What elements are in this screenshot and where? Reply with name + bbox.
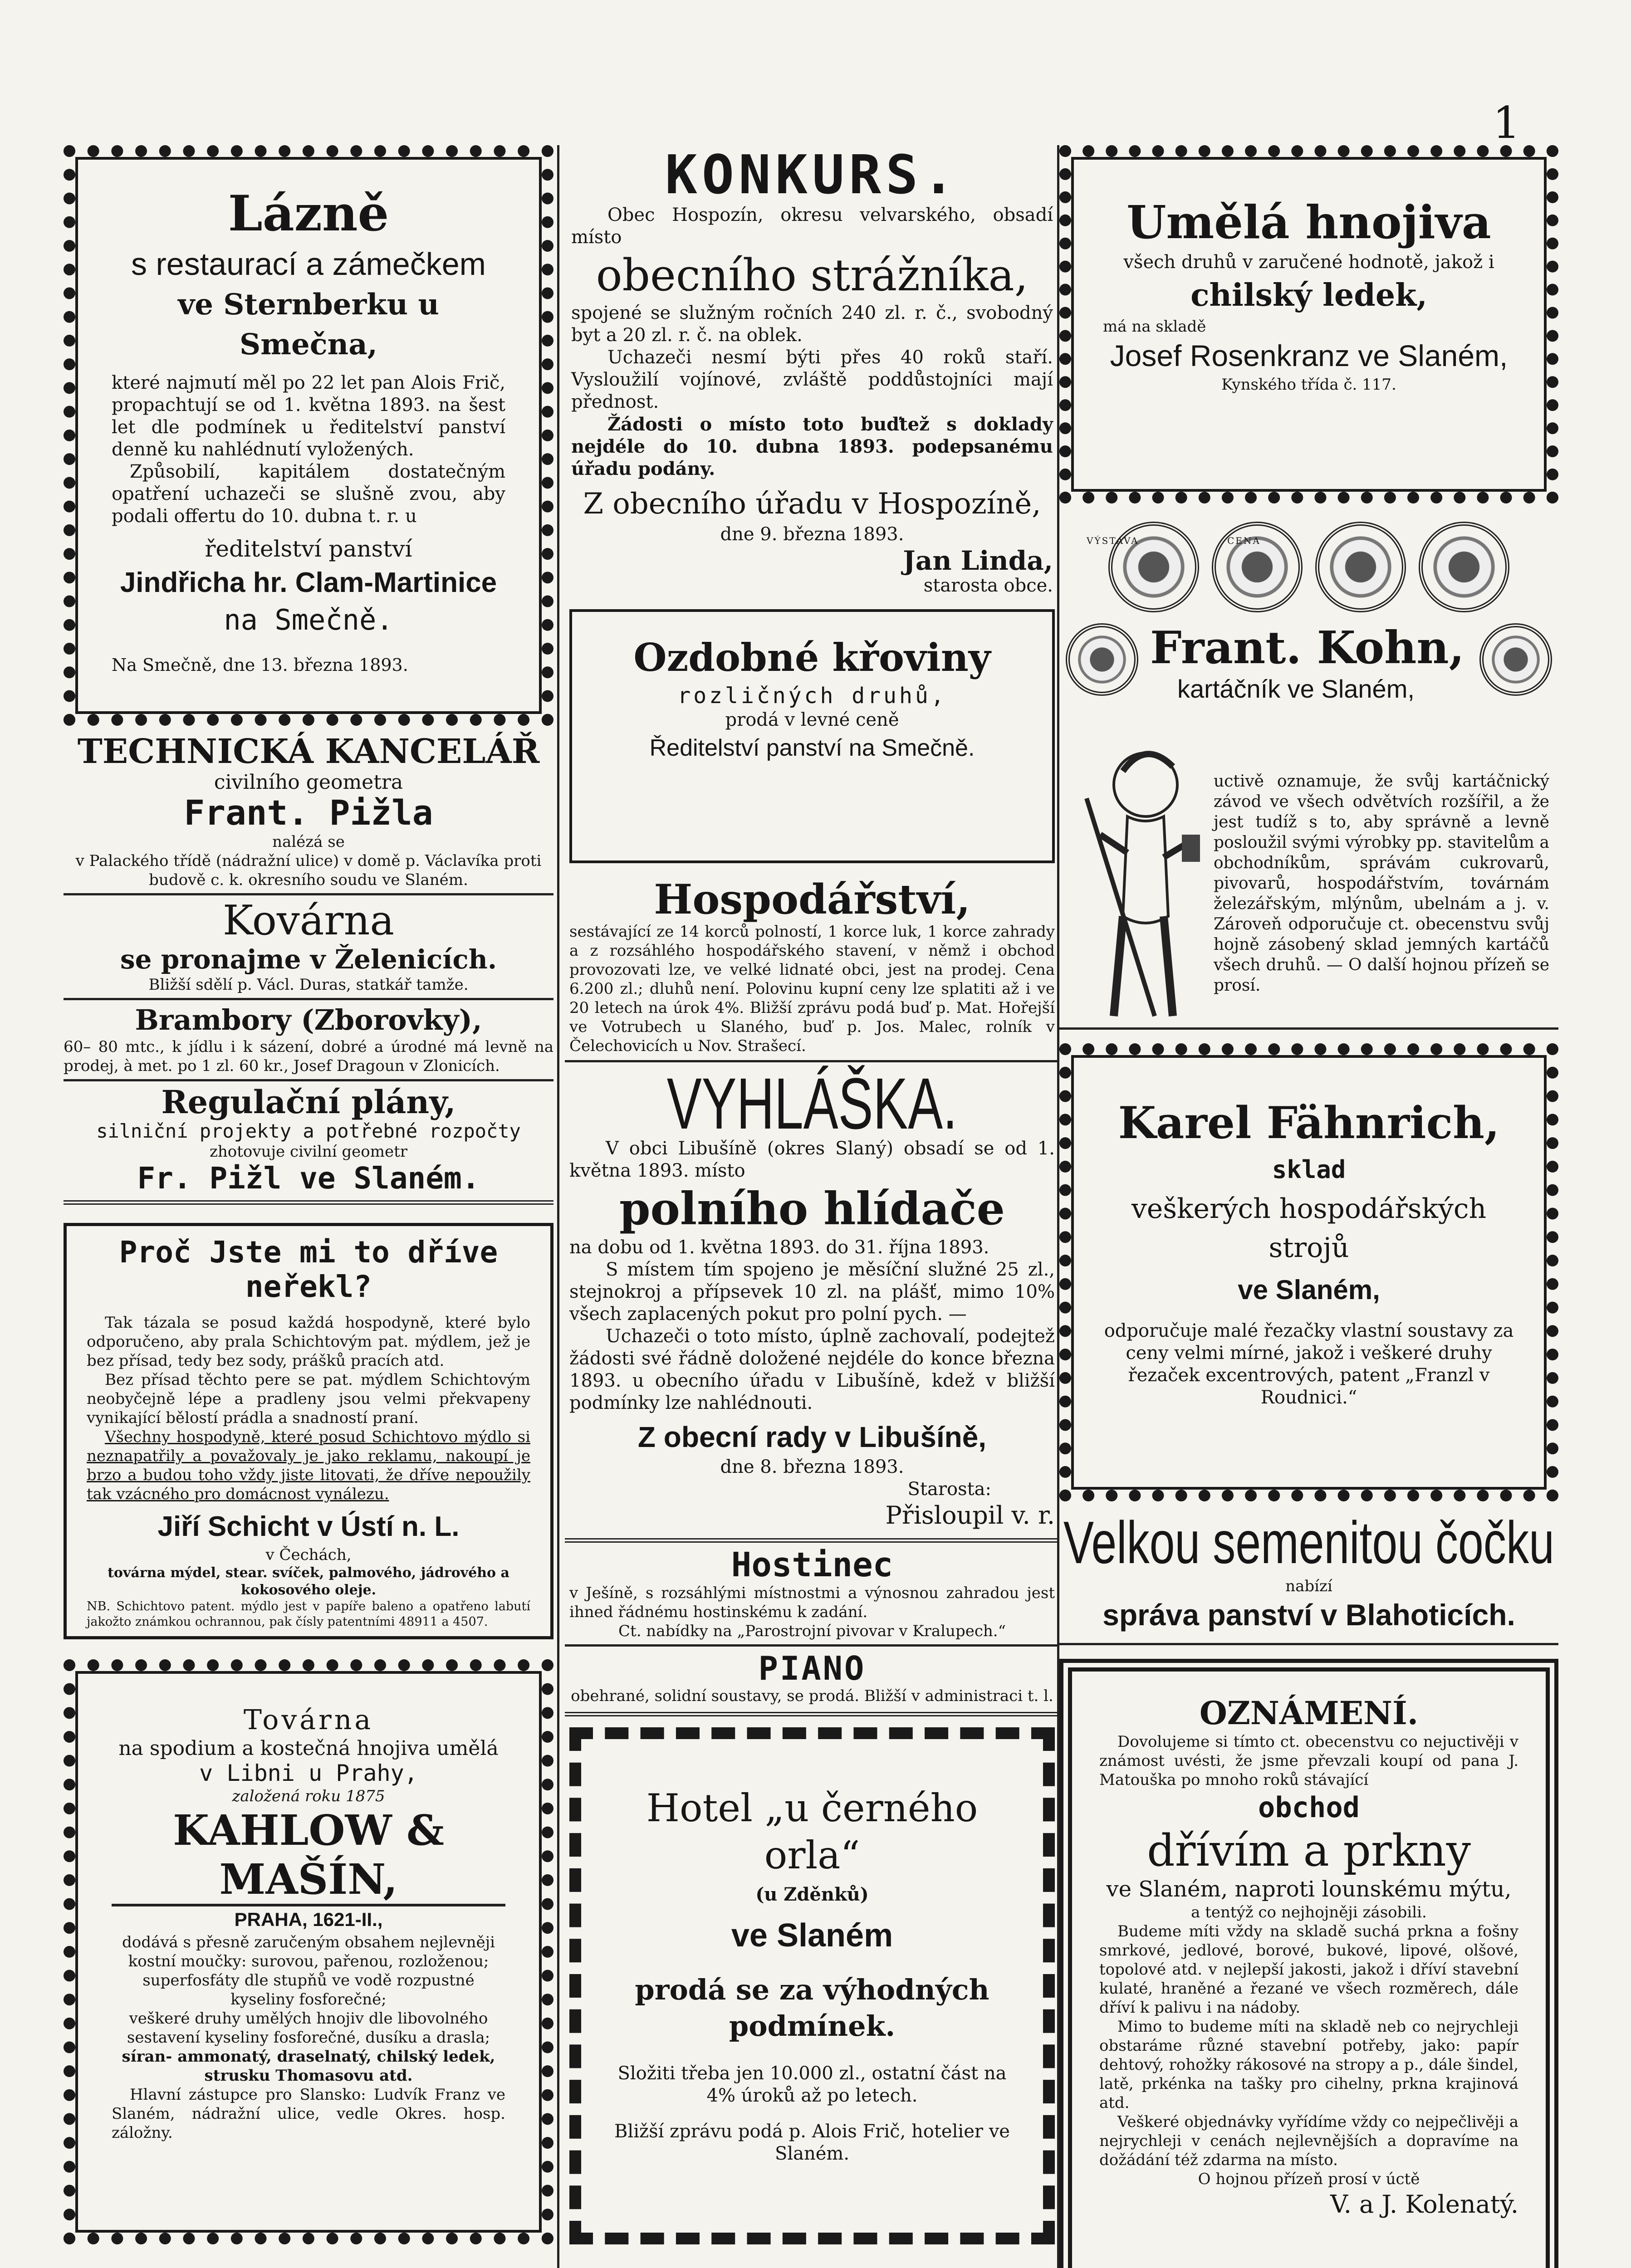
lazne-body: které najmutí měl po 22 let pan Alois Frič, propachtují se od 1. května 1893. na šest let dle podmínek u ředitelství panství denně ku nahlédnutí vyložených.	[112, 372, 505, 460]
kroviny-l3: Ředitelství panství na Smečně.	[649, 735, 975, 761]
kroviny-l1: rozličných druhů,	[677, 683, 947, 709]
column-rule	[557, 145, 559, 2268]
lazne-title: Lázně	[228, 185, 389, 242]
fahnrich-l4: odporučuje malé řezačky vlastní soustavy za ceny velmi mírné, jakož i veškeré druhy řezaček excentrových, patent „Franzl v Roudnici.“	[1104, 1320, 1514, 1408]
oznameni-l3: ve Slaném, naproti lounskému mýtu,	[1106, 1877, 1512, 1902]
konkurs-title: KONKURS.	[665, 145, 960, 206]
konkurs-job: obecního strážníka,	[596, 250, 1029, 301]
column-middle	[565, 145, 1059, 2244]
tovarna-l1: na spodium a kostečná hnojiva umělá	[118, 1737, 499, 1760]
schicht-products: továrna mýdel, stear. svíček, palmového, jádrového a kokosového oleje.	[108, 1565, 509, 1598]
oznameni-title: OZNÁMENÍ.	[1199, 1694, 1419, 1732]
ad-vyhlaska	[565, 1062, 1059, 1543]
hnojiva-l1: všech druhů v zaručené hodnotě, jakož i	[1123, 252, 1494, 273]
kohn-l1: kartáčník ve Slaném,	[1177, 675, 1415, 703]
ad-hotel	[569, 1727, 1055, 2244]
tovarna-addr: PRAHA, 1621-II.,	[234, 1909, 383, 1930]
kancelar-name: Frant. Pižla	[184, 792, 433, 833]
ad-kroviny	[569, 609, 1055, 863]
schicht-p3: Všechny hospodyně, které posud Schichtovo mýdlo si neznapatřily a považovaly je jako reklamu, nakoupí je brzo a budou toho vždy jiste litovati, že dříve nepoužily tak vzácného pro domácnost vynálezu.	[87, 1428, 530, 1503]
schicht-country: v Čechách,	[265, 1546, 352, 1564]
kancelar-l1: nalézá se	[272, 833, 345, 851]
medal-icon	[1419, 522, 1509, 612]
cocka-title: Velkou semenitou čočku	[1063, 1509, 1554, 1576]
kancelar-title: TECHNICKÁ KANCELÁŘ	[77, 732, 540, 771]
ad-schicht	[64, 1223, 553, 1639]
vyhlaska-job: polního hlídače	[619, 1183, 1005, 1235]
medal-icon	[1315, 522, 1406, 612]
hnojiva-addr: Kynského třída č. 117.	[1221, 376, 1396, 394]
piano-body: obehrané, solidní soustavy, se prodá. Bližší v administraci t. l.	[571, 1687, 1053, 1705]
schicht-nb: NB. Schichtovo patent. mýdlo jest v papíře baleno a opatřeno labutí jakožto známkou ochrannou, pak čísly patentními 48911 a 4507.	[87, 1599, 530, 1629]
kancelar-sub: civilního geometra	[214, 771, 403, 794]
oznameni-l2: dřívím a prkny	[1147, 1825, 1471, 1876]
konkurs-role: starosta obce.	[923, 575, 1053, 596]
tovarna-title: Továrna	[243, 1704, 374, 1736]
page-number: 1	[1493, 98, 1521, 148]
lazne-subtitle: s restaurací a zámečkem	[131, 246, 486, 282]
lazne-office: ředitelství panství	[205, 536, 412, 562]
oznameni-l1: obchod	[1258, 1791, 1360, 1824]
plany-l3: Fr. Pižl ve Slaném.	[137, 1161, 480, 1196]
hospodarstvi-title: Hospodářství,	[654, 877, 970, 924]
kovarna-l2: Bližší sdělí p. Václ. Duras, statkář tamže.	[148, 976, 469, 994]
tovarna-l6: superfosfáty dle stupňů ve vodě rozpustné kyseliny fosforečné;	[142, 1971, 475, 2009]
tovarna-l2: v Libni u Prahy,	[199, 1760, 418, 1786]
medal-icon	[1479, 623, 1552, 696]
plany-title: Regulační plány,	[161, 1083, 456, 1121]
ad-fahnrich	[1059, 1043, 1558, 1501]
konkurs-office: Z obecního úřadu v Hospozíně,	[583, 487, 1041, 521]
vyhlaska-p3: Uchazeči o toto místo, úplně zachovalí, podejtež žádosti své řádně doložené nejdéle do konce března 1893. u obecního úřadu v Libušíně, kdež v bližší podmínky lze nahlédnouti.	[569, 1326, 1055, 1413]
schicht-name: Jiří Schicht v Ústí n. L.	[157, 1511, 460, 1542]
tovarna-l3: založená roku 1875	[232, 1787, 385, 1805]
vyhlaska-sign: Přisloupil v. r.	[885, 1501, 1055, 1530]
tovarna-l5: kostní moučky: surovou, pařenou, rozloženou;	[128, 1952, 489, 1970]
vyhlaska-intro: V obci Libušíně (okres Slaný) obsadí se od 1. května 1893. místo	[569, 1138, 1055, 1181]
plany-l1: silniční projekty a potřebné rozpočty	[96, 1120, 521, 1142]
oznameni-p4: Veškeré objednávky vyřídíme vždy co nejpečlivěji a nejrychleji v cenách nejlevnějších a dopravíme na dožádání též zdarma na místo.	[1099, 2113, 1518, 2169]
hnojiva-l2: chilský ledek,	[1190, 277, 1427, 313]
vyhlaska-title: VYHLÁŠKA.	[666, 1063, 958, 1144]
lazne-body2: Způsobilí, kapitálem dostatečným opatření uchazeči se slušně zvou, aby podali offertu do 10. dubna t. r. u	[112, 461, 505, 527]
kohn-body: uctivě oznamuje, že svůj kartáčnický závod ve všech odvětvích rozšířil, a že jest tudíž s to, aby správně a levně posloužil svými výrobky pp. stavitelům a obchodníkům, správám cukrovarů, pivovarů, hospodářstvím, továrnám železářským, mlýnům, ubelnám a j. v. Zároveň odporučuje ct. obecenstvu svůj hojně zásobený sklad jemných kartáčů všech druhů. — O další hojnou přízeň se prosí.	[1214, 772, 1549, 995]
konkurs-p3: Žádosti o místo toto buďtež s doklady nejdéle do 10. dubna 1893. podepsanému úřadu podány.	[571, 414, 1053, 479]
hostinec-body: v Ješíně, s rozsáhlými místnostmi a výnosnou zahradou jest ihned řádnému hostinskému k zadání.	[569, 1584, 1055, 1621]
lazne-date: Na Smečně, dne 13. března 1893.	[112, 655, 408, 675]
oznameni-p5: O hojnou přízeň prosí v úctě	[1198, 2170, 1420, 2188]
vyhlaska-p1: na dobu od 1. května 1893. do 31. října 1893.	[569, 1237, 989, 1258]
kovarna-l1: se pronajme v Želenicích.	[120, 944, 497, 975]
kohn-header	[1059, 623, 1558, 714]
ad-oznameni	[1059, 1659, 1558, 2268]
hnojiva-title: Umělá hnojiva	[1127, 196, 1491, 249]
hotel-place: ve Slaném	[731, 1917, 893, 1954]
hotel-l2: Složiti třeba jen 10.000 zl., ostatní část na 4% úroků až po letech.	[617, 2063, 1007, 2106]
vyhlaska-p2: S místem tím spojeno je měsíční služné 25 zl., stejnokroj a přípsevek 10 zl. na plášť, mimo 10% všech zaplacených pokut pro polní pych. —	[569, 1259, 1055, 1325]
ad-brambory	[64, 1000, 553, 1081]
oznameni-p3: Mimo to budeme míti na skladě neb co nejrychleji obstaráme různé stavební potřeby, jako: papír dehtový, rohožky rákosové na stropy a p., dále šindel, latě, prkénka na tašky pro cihelny, prkna krajinová atd.	[1099, 2018, 1518, 2112]
plany-l2: zhotovuje civilní geometr	[209, 1143, 408, 1161]
tovarna-name: KAHLOW & MAŠÍN,	[112, 1806, 505, 1906]
lazne-place: na Smečně.	[224, 603, 393, 636]
tovarna-l4: dodává s přesně zaručeným obsahem nejlevněji	[122, 1933, 495, 1951]
ad-piano	[565, 1647, 1059, 1716]
ad-hospodarstvi	[565, 877, 1059, 1062]
schicht-p2: Bez přísad těchto pere se pat. mýdlem Schichtovým neobyčejně lépe a pradleny jsou velmi překvapeny vynikající bělostí prádla a snadností praní.	[87, 1371, 530, 1427]
piano-title: PIANO	[758, 1649, 866, 1687]
ad-cocka	[1059, 1501, 1558, 1645]
lazne-owner: Jindřicha hr. Clam-Martinice	[120, 567, 497, 598]
seal-legend: CENA	[1227, 535, 1261, 546]
hotel-l3: Bližší zprávu podá p. Alois Frič, hotelier ve Slaném.	[614, 2121, 1010, 2164]
konkurs-date: dne 9. března 1893.	[720, 524, 904, 545]
konkurs-p2: Uchazeči nesmí býti přes 40 roků staří. Vysloužilí vojínové, zvláště poddůstojníci mají přednost.	[571, 347, 1053, 412]
konkurs-intro: Obec Hospozín, okresu velvarského, obsadí místo	[571, 205, 1053, 248]
hnojiva-name: Josef Rosenkranz ve Slaném,	[1110, 339, 1508, 372]
ad-kohn	[1059, 503, 1558, 1030]
lazne-location: ve Sternberku u Smečna,	[178, 288, 439, 362]
kroviny-l2: prodá v levné ceně	[725, 709, 899, 730]
vyhlaska-office: Z obecní rady v Libušíně,	[637, 1421, 987, 1453]
seal-legend: VÝSTAVA	[1087, 535, 1139, 546]
oznameni-p2: Budeme míti vždy na skladě suchá prkna a fošny smrkové, jedlové, borové, bukové, lipové, olšové, topolové atd. v nejlepší jakosti, jakož i dříví stavební kulaté, hraněné a řezané ve všech rozměrech, dále dříví k palivu i na nádoby.	[1099, 1922, 1518, 2017]
ad-lazne	[64, 145, 553, 726]
ad-kovarna	[64, 895, 553, 1000]
vyhlaska-role: Starosta:	[907, 1479, 991, 1500]
vyhlaska-date: dne 8. března 1893.	[720, 1457, 904, 1477]
oznameni-l4: a tentýž co nejhojněji zásobili.	[1191, 1903, 1427, 1921]
ad-kancelar	[64, 726, 553, 895]
column-left	[64, 145, 553, 2244]
kohn-name: Frant. Kohn,	[1150, 622, 1464, 674]
tovarna-l7: veškeré druhy umělých hnojiv dle libovolného sestavení kyseliny fosforečné, dusíku a drasla;	[127, 2009, 490, 2047]
konkurs-p1: spojené se služným ročních 240 zl. r. č., svobodný byt a 20 zl. r. č. na oblek.	[571, 303, 1053, 346]
tovarna-l8: síran- ammonatý, draselnatý, chilský ledek, strusku Thomasovu atd.	[122, 2048, 495, 2085]
schicht-p1: Tak tázala se posud každá hospodyně, které bylo odporučeno, aby prala Schichtovým pat. mýdlem, jež je bez přísad, tedy bez sody, prášků pracích atd.	[87, 1314, 530, 1370]
konkurs-sign: Jan Linda,	[903, 545, 1053, 576]
oznameni-p1: Dovolujeme si tímto ct. obecenstvu co nejuctivěji v známost uvésti, že jsme převzali koupí od pana J. Matouška po mnoho roků stávající	[1099, 1733, 1518, 1789]
cocka-l1: nabízí	[1285, 1577, 1332, 1595]
medal-icon	[1066, 623, 1138, 696]
hotel-l1: prodá se za výhodných podmínek.	[635, 1973, 989, 2043]
column-right	[1059, 145, 1558, 2268]
cocka-l2: správa panství v Blahoticích.	[1102, 1598, 1515, 1632]
hnojiva-l3: má na skladě	[1103, 318, 1206, 336]
fahnrich-l3: ve Slaném,	[1238, 1275, 1380, 1305]
kroviny-title: Ozdobné křoviny	[633, 635, 991, 680]
hostinec-l2: Ct. nabídky na „Parostrojní pivovar v Kralupech.“	[618, 1622, 1006, 1640]
tovarna-l9: Hlavní zástupce pro Slansko: Ludvík Franz ve Slaném, nádražní ulice, vedle Okres. hosp. záložny.	[112, 2086, 505, 2142]
ad-hostinec	[565, 1543, 1059, 1647]
fahnrich-l1: sklad	[1272, 1155, 1346, 1184]
ad-tovarna	[64, 1659, 553, 2244]
oznameni-sign: V. a J. Kolenatý.	[1330, 2190, 1518, 2219]
kovarna-title: Kovárna	[222, 897, 395, 944]
schicht-title: Proč Jste mi to dříve neřekl?	[119, 1235, 498, 1304]
hotel-sub: (u Zděnků)	[755, 1884, 869, 1905]
hotel-title: Hotel „u černého orla“	[646, 1786, 978, 1877]
hospodarstvi-body: sestávající ze 14 korců polností, 1 korce luk, 1 korce zahrady a z rozsáhlého hospodářského stavení, v němž i obchod provozovati lze, ve velké lidnaté obci, jest na prodej. Cena 6.200 zl.; dluhů není. Polovinu kupní ceny lze splatiti až i ve 20 letech na úrok 4%. Bližší zprávu podá buď p. Mat. Hořejší ve Votrubech u Slaného, buď p. Jos. Malec, rolník v Čelechovicích u Nov. Strašecí.	[569, 923, 1055, 1055]
cherub-illustration-icon	[1073, 744, 1209, 1030]
ad-plany	[64, 1081, 553, 1205]
ad-hnojiva	[1059, 145, 1558, 503]
ad-konkurs	[565, 145, 1059, 600]
fahnrich-title: Karel Fähnrich,	[1118, 1097, 1500, 1149]
brambory-title: Brambory (Zborovky),	[135, 1003, 482, 1036]
hostinec-title: Hostinec	[731, 1545, 893, 1584]
kancelar-l2: v Palackého třídě (nádražní ulice) v domě p. Václavíka proti budově c. k. okresního soudu ve Slaném.	[75, 852, 542, 889]
fahnrich-l2: veškerých hospodářských strojů	[1131, 1193, 1487, 1264]
brambory-body: 60– 80 mtc., k jídlu i k sázení, dobré a úrodné má levně na prodej, à met. po 1 zl. 60 kr., Josef Dragoun v Zlonicích.	[64, 1038, 553, 1075]
